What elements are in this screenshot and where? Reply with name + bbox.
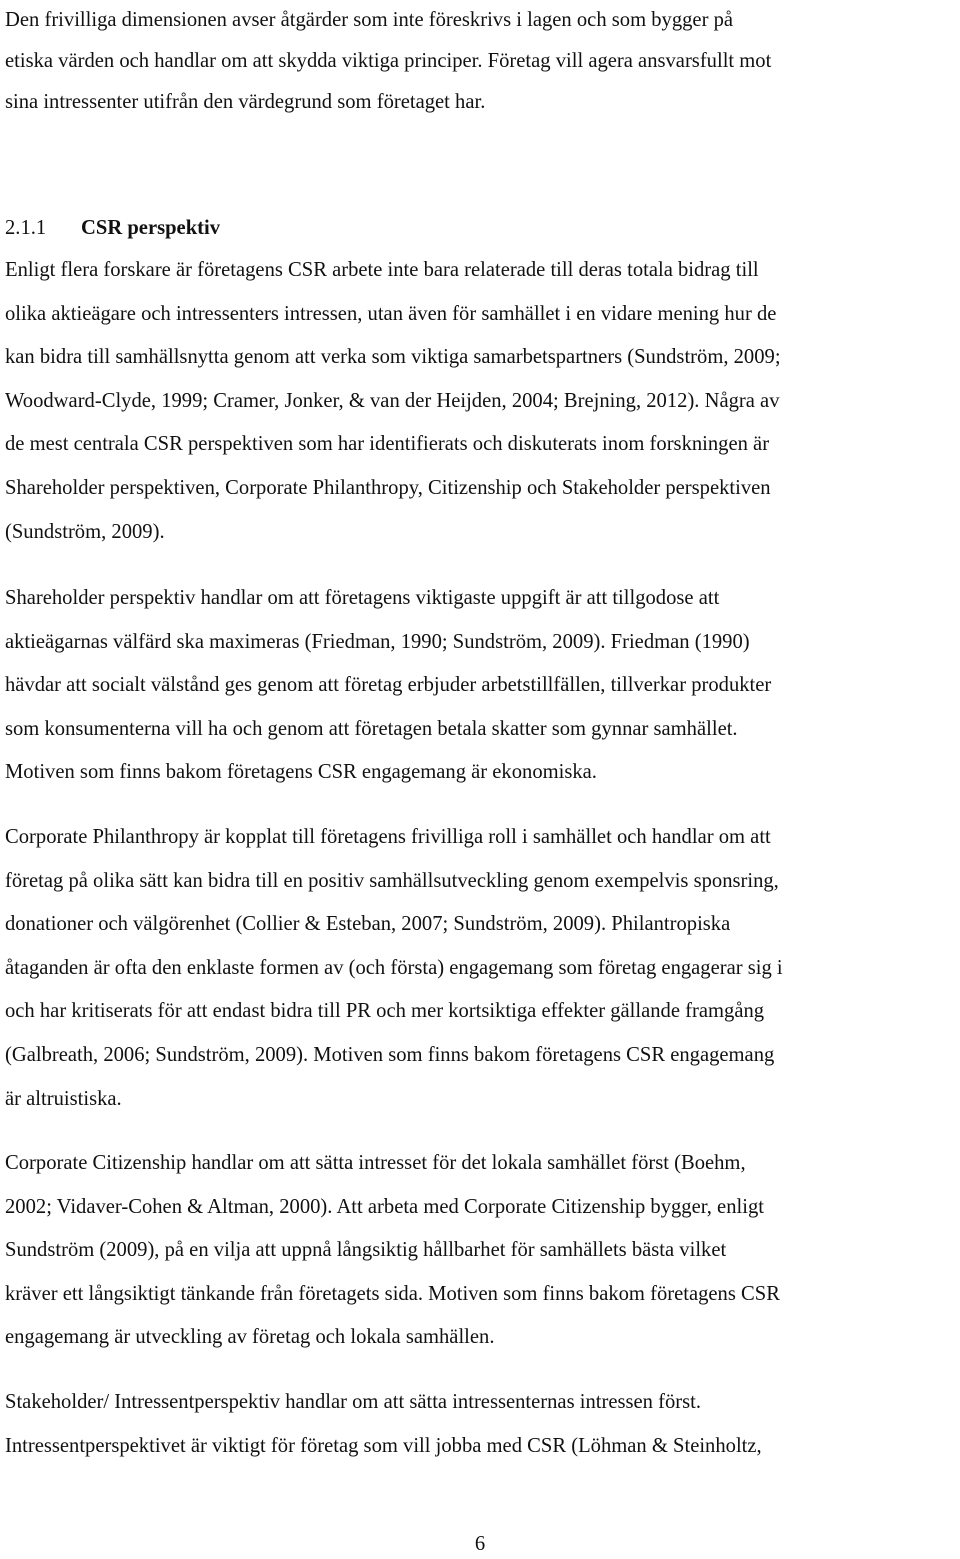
text-line: hävdar att socialt välstånd ges genom att företag erbjuder arbetstillfällen, tillverkar produkter (5, 674, 772, 697)
text-line: 2002; Vidaver-Cohen & Altman, 2000). Att arbeta med Corporate Citizenship bygger, enligt (5, 1195, 764, 1218)
text-line: kräver ett långsiktigt tänkande från företagets sida. Motiven som finns bakom företagens CSR (5, 1282, 780, 1305)
text-line: är altruistiska. (5, 1087, 122, 1110)
text-line: olika aktieägare och intressenters intressen, utan även för samhället i en vidare mening hur de (5, 302, 777, 325)
text-line: Woodward-Clyde, 1999; Cramer, Jonker, & van der Heijden, 2004; Brejning, 2012). Några av (5, 389, 780, 412)
text-line: aktieägarnas välfärd ska maximeras (Friedman, 1990; Sundström, 2009). Friedman (1990) (5, 630, 750, 653)
text-line: Motiven som finns bakom företagens CSR engagemang är ekonomiska. (5, 761, 597, 784)
paragraph-csr-overview (5, 249, 957, 554)
text-line: Den frivilliga dimensionen avser åtgärder som inte föreskrivs i lagen och som bygger på (5, 9, 734, 31)
text-line: Corporate Citizenship handlar om att sätta intresset för det lokala samhället först (Boehm, (5, 1152, 746, 1174)
text-line: sina intressenter utifrån den värdegrund som företaget har. (5, 91, 486, 113)
text-line: och har kritiserats för att endast bidra till PR och mer kortsiktiga effekter gällande framgång (5, 1000, 765, 1023)
text-line: Corporate Philanthropy är kopplat till företagens frivilliga roll i samhället och handlar om att (5, 826, 771, 848)
text-line: engagemang är utveckling av företag och lokala samhällen. (5, 1326, 495, 1349)
text-line: etiska värden och handlar om att skydda viktiga principer. Företag vill agera ansvarsfullt mot (5, 50, 772, 72)
text-line: donationer och välgörenhet (Collier & Esteban, 2007; Sundström, 2009). Philantropiska (5, 913, 731, 936)
text-line: (Sundström, 2009). (5, 520, 165, 543)
text-line: Stakeholder/ Intressentperspektiv handlar om att sätta intressenternas intressen först. (5, 1391, 701, 1413)
text-line: åtaganden är ofta den enklaste formen av (och första) engagemang som företag engagerar sig i (5, 956, 783, 979)
paragraph-citizenship (5, 1142, 957, 1360)
paragraph-stakeholder (5, 1381, 957, 1468)
text-line: Shareholder perspektiv handlar om att företagens viktigaste uppgift är att tillgodose att (5, 587, 720, 609)
paragraph-shareholder (5, 577, 957, 795)
text-line: som konsumenterna vill ha och genom att företagen betala skatter som gynnar samhället. (5, 717, 738, 740)
paragraph-philanthropy (5, 816, 957, 1121)
text-line: företag på olika sätt kan bidra till en positiv samhällsutveckling genom exempelvis sponsring, (5, 869, 779, 892)
page-number: 6 (474, 1533, 486, 1555)
section-heading (5, 210, 220, 246)
text-line: Shareholder perspektiven, Corporate Philanthropy, Citizenship och Stakeholder perspektiven (5, 476, 771, 499)
text-line: Enligt flera forskare är företagens CSR arbete inte bara relaterade till deras totala bidrag till (5, 259, 759, 281)
text-line: de mest centrala CSR perspektiven som har identifierats och diskuterats inom forskningen är (5, 433, 770, 456)
section-number: 2.1.1 (5, 217, 47, 239)
intro-paragraph (5, 0, 957, 123)
section-title: CSR perspektiv (81, 217, 221, 239)
text-line: (Galbreath, 2006; Sundström, 2009). Motiven som finns bakom företagens CSR engagemang (5, 1043, 775, 1066)
text-line: Sundström (2009), på en vilja att uppnå långsiktig hållbarhet för samhällets bästa vilket (5, 1239, 727, 1262)
text-line: Intressentperspektivet är viktigt för företag som vill jobba med CSR (Löhman & Steinholtz, (5, 1434, 762, 1457)
text-line: kan bidra till samhällsnytta genom att verka som viktiga samarbetspartners (Sundström, 2009; (5, 346, 781, 369)
